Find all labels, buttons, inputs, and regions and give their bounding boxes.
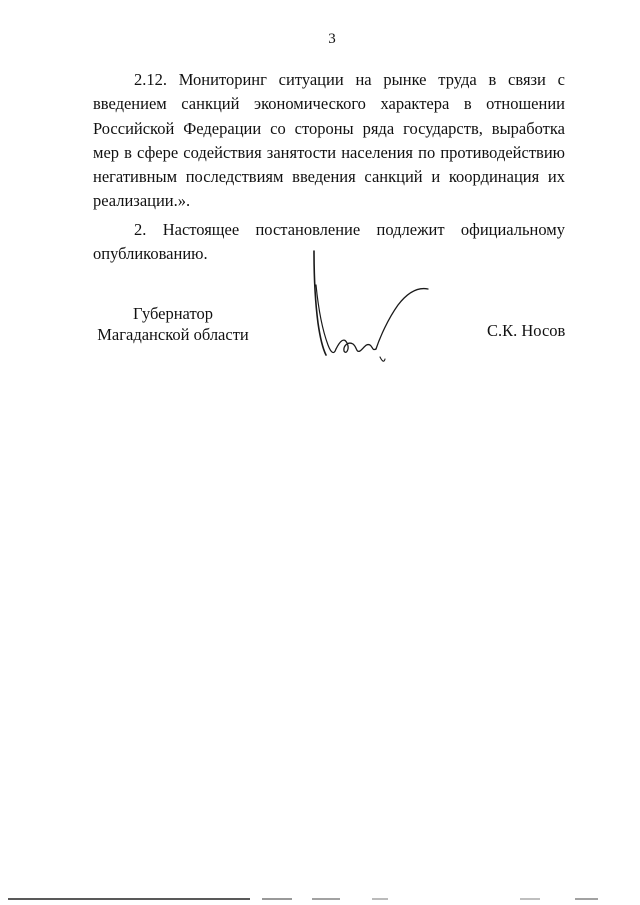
signatory-title-line-1: Губернатор — [133, 304, 213, 323]
handwritten-signature — [300, 245, 440, 370]
scan-edge-line — [0, 893, 640, 905]
paragraph-2-12: 2.12. Мониторинг ситуации на рынке труда в связи с введением санкций экономического характера в отношении Российской Федерации со стороны ряда государств, выработка мер в сфере содействия занятости населения по противодействию негативным последствиям введения санкций и координация их реализации.». — [93, 70, 565, 211]
signatory-name: С.К. Носов — [487, 321, 566, 340]
paragraph-2-number: 2. — [134, 219, 147, 239]
signatory-title — [93, 303, 253, 345]
paragraph-2-word: постановление — [255, 219, 361, 239]
document-body — [93, 68, 565, 266]
paragraph-2-word: официальному — [460, 219, 565, 239]
page-number: 3 — [328, 31, 336, 47]
paragraph-2-word: подлежит — [376, 219, 445, 239]
paragraph-2-last-line: опубликованию. — [93, 244, 208, 264]
paragraph-2-first-line — [134, 218, 565, 242]
paragraph-2-word: Настоящее — [162, 219, 240, 239]
signatory-title-line-2: Магаданской области — [97, 325, 249, 344]
